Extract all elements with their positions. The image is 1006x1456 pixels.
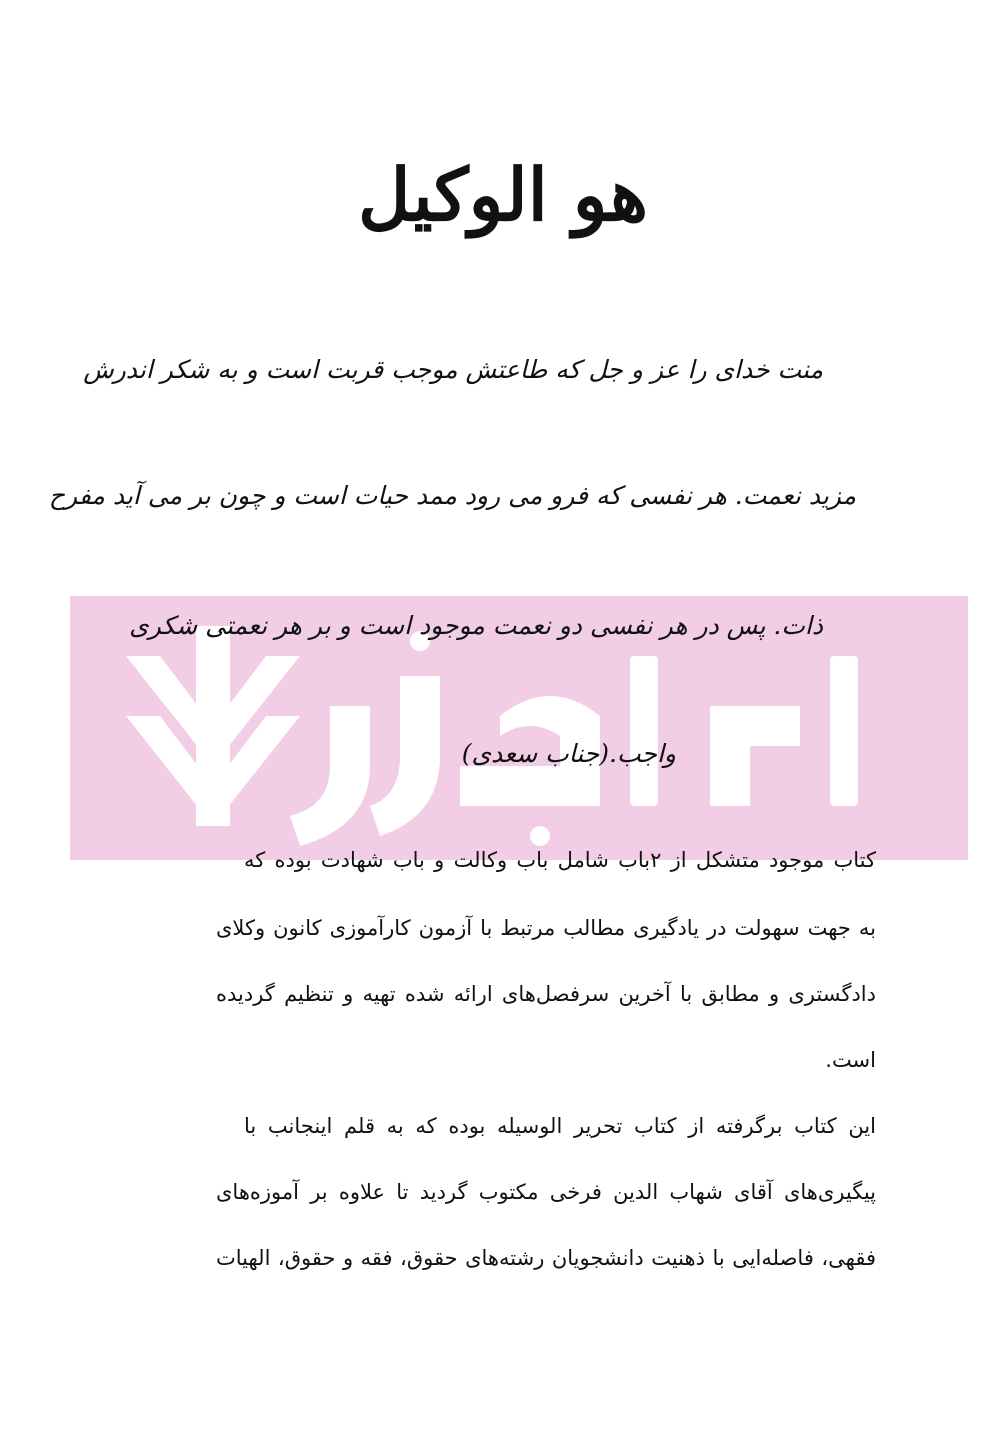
- paragraph-line: به جهت سهولت در یادگیری مطالب مرتبط با آزمون کارآموزی کانون وکلای: [216, 916, 876, 940]
- paragraph-line: این کتاب برگرفته از کتاب تحریر الوسیله بوده که به قلم اینجانب با: [244, 1114, 876, 1138]
- quote-line: ذات. پس در هر نفسی دو نعمت موجود است و بر هر نعمتی شکری: [129, 611, 823, 640]
- paragraph-line: کتاب موجود متشکل از ۲باب شامل باب وکالت و باب شهادت بوده که: [244, 848, 877, 872]
- paragraph-line: است.: [825, 1048, 876, 1072]
- paragraph-line: دادگستری و مطابق با آخرین سرفصل‌های ارائه شده تهیه و تنظیم گردیده: [216, 982, 876, 1006]
- invocation-title: هو الوکیل: [358, 152, 648, 237]
- paragraph-line: پیگیری‌های آقای شهاب الدین فرخی مکتوب گردید تا علاوه بر آموزه‌های: [216, 1180, 876, 1204]
- quote-line: مزید نعمت. هر نفسی که فرو می رود ممد حیات است و چون بر می آید مفرح: [48, 481, 856, 510]
- quote-line: منت خدای را عز و جل که طاعتش موجب قربت است و به شکر اندرش: [83, 355, 823, 384]
- paragraph-line: فقهی، فاصله‌ایی با ذهنیت دانشجویان رشته‌های حقوق، فقه و حقوق، الهیات: [216, 1246, 876, 1270]
- quote-attribution-line: واجب.(جناب سعدی): [461, 739, 676, 768]
